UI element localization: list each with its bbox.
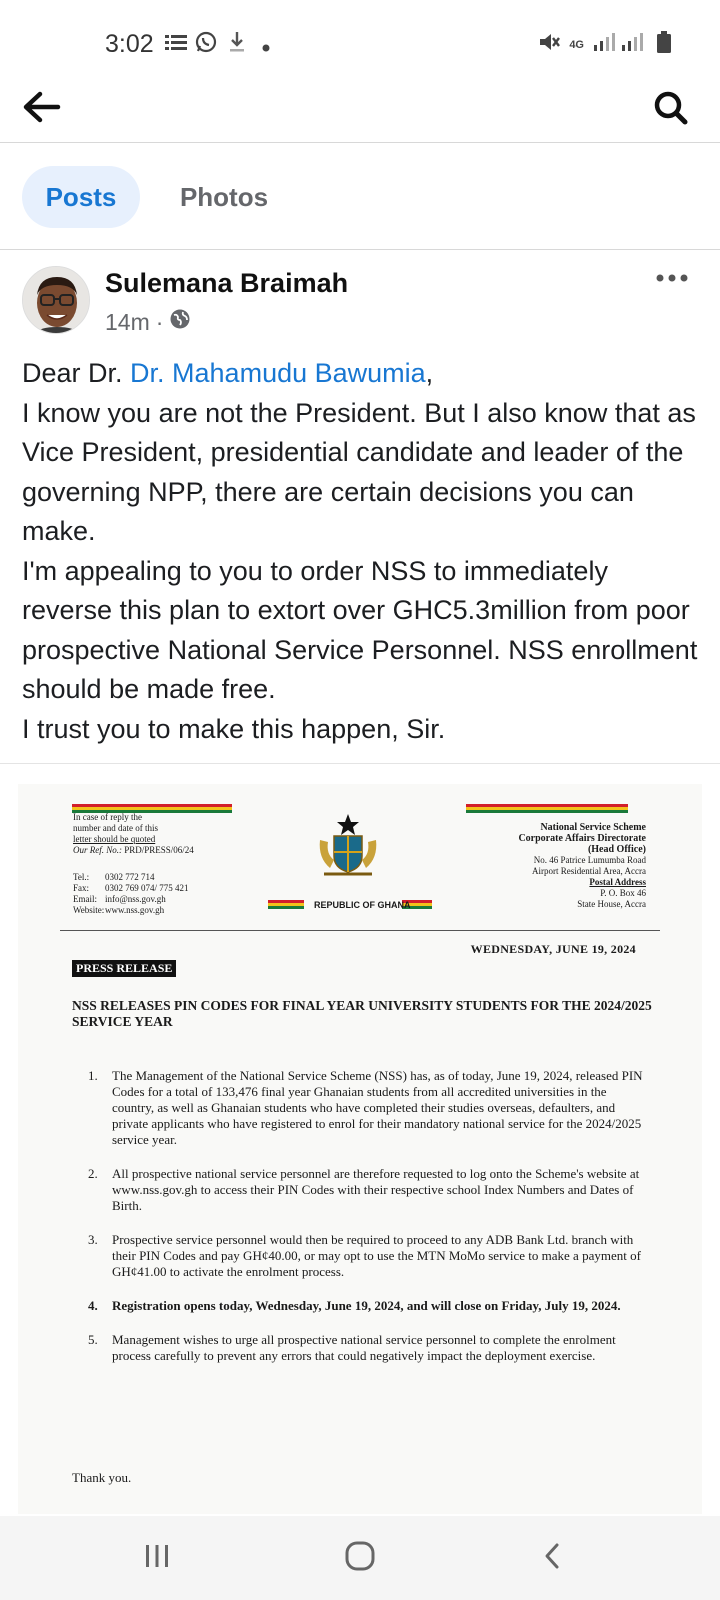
- release-item: [88, 1298, 648, 1314]
- postal-label: Postal Address: [589, 877, 646, 887]
- org-office: (Head Office): [587, 844, 646, 855]
- org-dept: Corporate Affairs Directorate: [518, 833, 646, 844]
- reply-note: [73, 812, 233, 856]
- coat-of-arms-icon: [312, 810, 384, 882]
- item-number: 5.: [88, 1332, 98, 1347]
- post-paragraph: I'm appealing to you to order NSS to immediately reverse this plan to extort over GHC5.3million from poor prospective National Service Personnel. NSS enrollment should be made free.: [22, 555, 698, 704]
- home-button[interactable]: [335, 1536, 385, 1580]
- fax-value: 0302 769 074/ 775 421: [105, 883, 189, 893]
- home-icon: [344, 1540, 376, 1577]
- search-button[interactable]: [648, 86, 698, 136]
- tab-posts[interactable]: Posts: [22, 166, 140, 228]
- reply-note-line: number and date of this: [73, 823, 158, 833]
- tab-photos[interactable]: Photos: [179, 181, 269, 212]
- email-label: Email:: [73, 894, 97, 904]
- more-options-button[interactable]: [652, 268, 692, 288]
- postal-line: P. O. Box 46: [600, 888, 646, 898]
- contact-row: [73, 905, 233, 916]
- release-date: WEDNESDAY, JUNE 19, 2024: [470, 942, 636, 956]
- item-text: Management wishes to urge all prospective national service personnel to complete the enrolment process carefully to prevent any errors that could negatively impact the deployment exercise.: [112, 1332, 616, 1363]
- whatsapp-icon: [194, 30, 218, 59]
- item-text: Registration opens today, Wednesday, June 19, 2024, and will close on Friday, July 19, 2024.: [112, 1298, 621, 1313]
- avatar[interactable]: [22, 266, 90, 334]
- divider: [0, 249, 720, 250]
- contact-row: [73, 894, 233, 905]
- post-paragraph: I know you are not the President. But I also know that as Vice President, presidential candidate and leader of the governing NPP, there are certain decisions you can make.: [22, 397, 696, 546]
- item-number: 2.: [88, 1166, 98, 1181]
- release-items: [88, 1068, 648, 1382]
- republic-label: REPUBLIC OF GHANA: [314, 900, 411, 910]
- item-text: All prospective national service personnel are therefore requested to log onto the Scheme's website at www.nss.gov.gh to access their PIN Codes with their respective school Index Numbers and Dates of Birth.: [112, 1166, 640, 1213]
- status-right-icons: [537, 30, 672, 59]
- network-type: 4G: [569, 38, 584, 51]
- status-bar: [0, 0, 720, 84]
- download-icon: [228, 30, 246, 59]
- mention-link[interactable]: Dr. Mahamudu Bawumia: [130, 358, 426, 388]
- contact-row: [73, 883, 233, 894]
- header-rule: [60, 930, 660, 931]
- post-time[interactable]: 14m: [105, 308, 150, 335]
- more-horizontal-icon: [652, 275, 692, 292]
- website-label: Website:: [73, 905, 105, 915]
- flag-stripe: [268, 900, 304, 909]
- divider: [0, 142, 720, 143]
- system-back-button[interactable]: [528, 1536, 578, 1580]
- tel-value: 0302 772 714: [105, 872, 155, 882]
- notification-list-icon: [165, 32, 187, 57]
- release-item: [88, 1232, 648, 1280]
- top-bar: [0, 84, 720, 144]
- our-ref: [73, 845, 233, 856]
- post-paragraph: I trust you to make this happen, Sir.: [22, 713, 446, 744]
- release-item: [88, 1332, 648, 1364]
- org-address: [446, 822, 646, 910]
- post-salutation: [22, 354, 702, 394]
- item-text: The Management of the National Service Scheme (NSS) has, as of today, June 19, 2024, released PIN Codes for a total of 133,476 final year Ghanaian students from all accredited universities in the country, as well as Ghanaian students who have completed their studies overseas, defaulters, and private applicants who have registered to enrol for their mandatory national service for the 2024/2025 service year.: [112, 1068, 643, 1147]
- release-closing: Thank you.: [72, 1470, 132, 1485]
- nav-back-icon: [538, 1541, 568, 1576]
- globe-icon: [169, 308, 191, 336]
- item-number: 1.: [88, 1068, 98, 1083]
- tel-label: Tel.:: [73, 872, 90, 882]
- reply-note-line: letter should be quoted: [73, 834, 156, 844]
- post-image-press-release[interactable]: [18, 784, 702, 1514]
- item-text: Prospective service personnel would then be required to proceed to any ADB Bank Ltd. branch with their PIN Codes and pay GH¢40.00, or may opt to use the MTN MoMo service to make a payment of GH¢41.00 to activate the enrolment process.: [112, 1232, 641, 1279]
- contact-block: [73, 872, 233, 916]
- release-item: [88, 1166, 648, 1214]
- back-button[interactable]: [18, 86, 68, 136]
- post-body: [22, 354, 702, 749]
- divider: [0, 763, 720, 764]
- press-release-badge: PRESS RELEASE: [72, 960, 176, 977]
- salutation-prefix: Dear Dr.: [22, 358, 131, 388]
- system-nav-bar: [0, 1516, 720, 1600]
- reply-note-line: In case of reply the: [73, 812, 142, 822]
- mute-icon: [537, 30, 561, 59]
- fax-label: Fax:: [73, 883, 90, 893]
- our-ref-value: PRD/PRESS/06/24: [124, 845, 194, 855]
- item-number: 4.: [88, 1298, 98, 1313]
- status-time: 3:02: [105, 30, 154, 58]
- salutation-suffix: ,: [425, 358, 434, 388]
- signal-icon: [592, 31, 648, 58]
- dot-icon: [262, 39, 270, 57]
- search-icon: [648, 123, 698, 140]
- recents-icon: [142, 1541, 172, 1576]
- org-name: National Service Scheme: [540, 822, 646, 833]
- our-ref-label: Our Ref. No.:: [73, 845, 122, 855]
- release-item: [88, 1068, 648, 1148]
- post-author[interactable]: Sulemana Braimah: [105, 268, 349, 298]
- address-line: No. 46 Patrice Lumumba Road: [533, 855, 646, 865]
- postal-line: State House, Accra: [577, 899, 646, 909]
- email-value: info@nss.gov.gh: [105, 894, 166, 904]
- website-value: www.nss.gov.gh: [105, 905, 165, 915]
- battery-icon: [656, 30, 672, 59]
- address-line: Airport Residential Area, Accra: [532, 866, 646, 876]
- release-headline: NSS RELEASES PIN CODES FOR FINAL YEAR UNIVERSITY STUDENTS FOR THE 2024/2025 SERVICE YEAR: [72, 998, 652, 1029]
- back-arrow-icon: [18, 123, 68, 140]
- recents-button[interactable]: [132, 1536, 182, 1580]
- item-number: 3.: [88, 1232, 98, 1247]
- contact-row: [73, 872, 233, 883]
- flag-stripe: [466, 804, 628, 813]
- meta-separator: ·: [155, 308, 164, 335]
- post-meta: [105, 308, 191, 336]
